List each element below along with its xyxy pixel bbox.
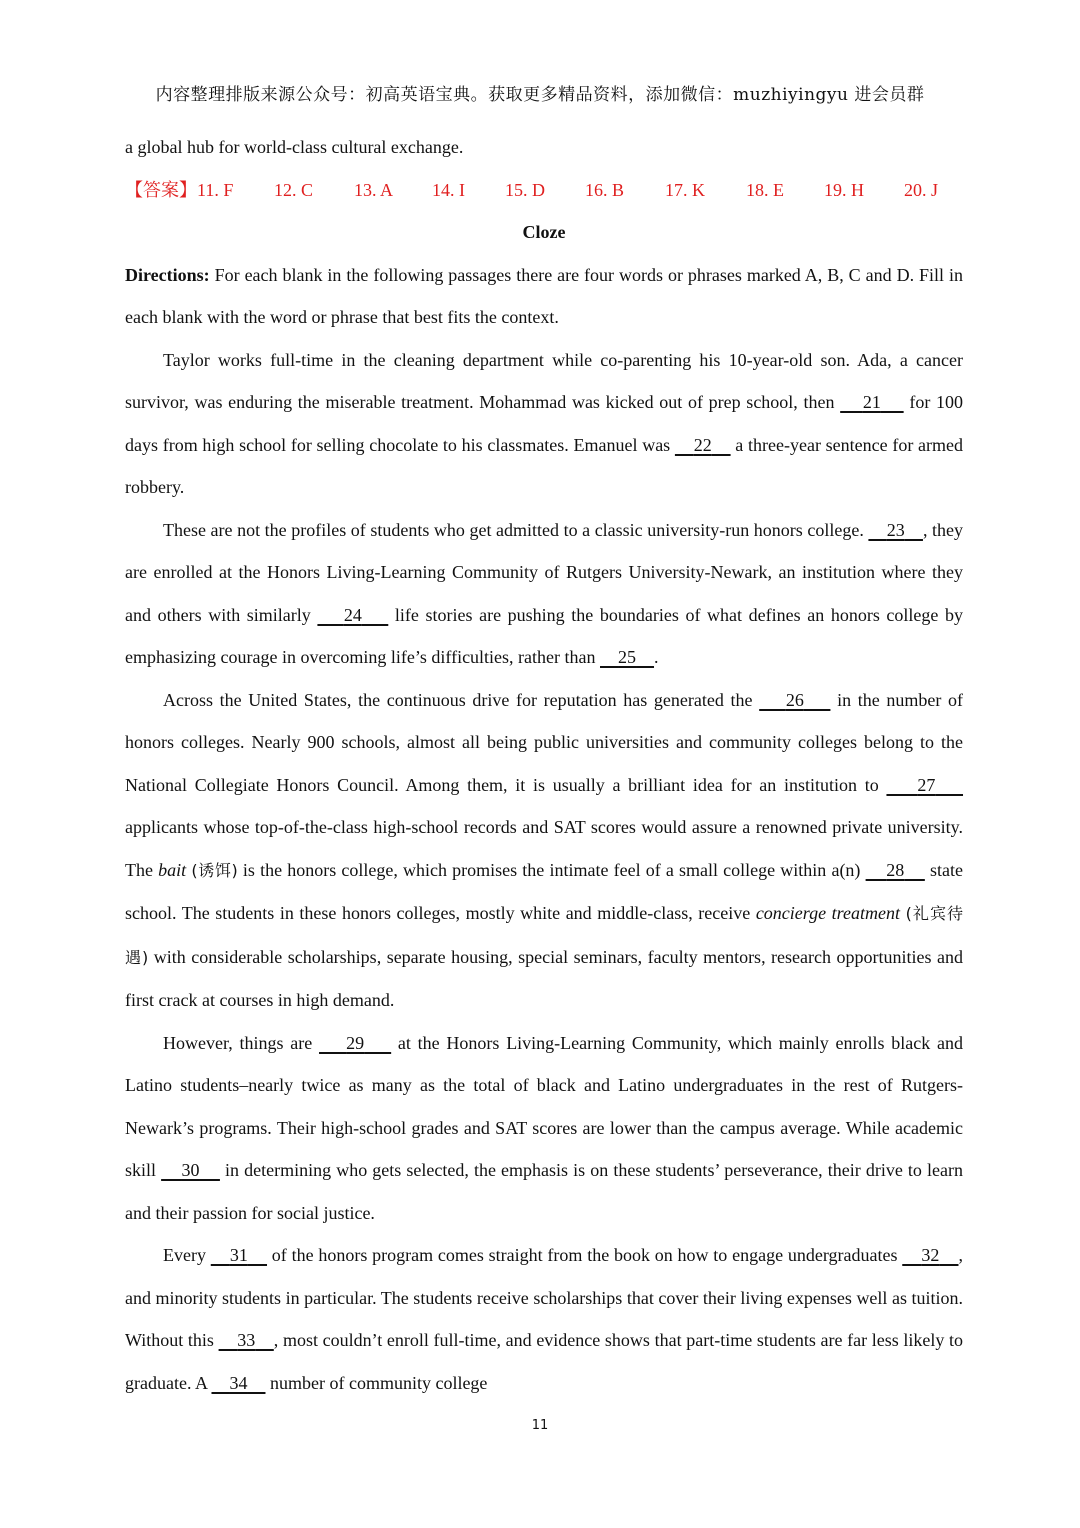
text-run: state school. The students in these honors colleges, mostly white and middle-class, receive xyxy=(125,859,963,923)
directions xyxy=(125,254,963,339)
answer-item: 16. B xyxy=(585,179,625,200)
directions-text: For each blank in the following passages there are four words or phrases marked A, B, C and D. Fill in each blank with the word or phrase that best fits the context. xyxy=(125,264,963,327)
blank-29[interactable]: 29 xyxy=(346,1032,365,1053)
blank-34[interactable]: 34 xyxy=(229,1372,248,1393)
answer-label: 【答案】 xyxy=(125,179,197,200)
answer-item: 15. D xyxy=(505,179,545,200)
blank-30[interactable]: 30 xyxy=(181,1160,200,1180)
text-run: These are not the profiles of students who get admitted to a classic university-run honors college. xyxy=(163,519,869,540)
answer-key xyxy=(125,169,963,212)
directions-label: Directions: xyxy=(125,264,210,285)
blank-21[interactable]: 21 xyxy=(862,392,881,412)
text-run: applicants whose top-of-the-class high-school records and SAT scores would assure a renowned private university. The xyxy=(125,817,963,880)
blank-23[interactable]: 23 xyxy=(886,519,905,540)
text-run: Across the United States, the continuous drive for reputation has generated the xyxy=(163,689,760,710)
text-run: life stories are pushing the boundaries of what defines an honors college by emphasizing courage in overcoming life’s difficulties, rather than xyxy=(125,604,964,667)
blank-28[interactable]: 28 xyxy=(886,859,905,880)
paragraph-3 xyxy=(125,679,963,1022)
answer-item: 11. F xyxy=(197,179,234,200)
text-run: in determining who gets selected, the emphasis is on these students’ perseverance, their drive to learn and their passion for social justice. xyxy=(125,1160,963,1223)
blank-33[interactable]: 33 xyxy=(237,1330,256,1350)
text-run: number of community college xyxy=(265,1372,488,1393)
intro-line: a global hub for world-class cultural exchange. xyxy=(125,137,464,157)
text-run: of the honors program comes straight from the book on how to engage undergraduates xyxy=(267,1245,903,1265)
chinese-gloss: (礼宾待遇) xyxy=(125,904,964,967)
text-run: a three-year sentence for armed robbery. xyxy=(125,434,964,497)
text-run: , and minority students in particular. The students receive scholarships that cover their living expenses well as tuition. Without this xyxy=(125,1245,963,1350)
paragraph-1 xyxy=(125,339,963,509)
text-run: in the number of honors colleges. Nearly 900 schools, almost all being public universities and community colleges belong to the National Collegiate Honors Council. Among them, it is usually a brilliant idea for an institution to xyxy=(125,689,964,795)
answer-item: 20. J xyxy=(904,179,939,200)
answer-item: 12. C xyxy=(274,179,314,200)
text-run: . xyxy=(654,647,659,667)
text-run: with considerable scholarships, separate housing, special seminars, faculty mentors, research opportunities and first crack at courses in high demand. xyxy=(125,946,963,1010)
blank-22[interactable]: 22 xyxy=(693,434,712,455)
section-title: Cloze xyxy=(522,222,566,242)
term-concierge-treatment: concierge treatment xyxy=(755,903,900,923)
text-run: Every xyxy=(163,1245,211,1265)
text-run: , most couldn’t enroll full-time, and evidence shows that part-time students are far less likely to graduate. A xyxy=(125,1330,964,1393)
blank-31[interactable]: 31 xyxy=(229,1245,248,1265)
answer-item: 18. E xyxy=(746,179,784,200)
blank-26[interactable]: 26 xyxy=(785,689,804,710)
text-run: for 100 days from high school for selling chocolate to his classmates. Emanuel was xyxy=(125,392,963,455)
paragraph-5 xyxy=(125,1234,963,1404)
text-run: Taylor works full-time in the cleaning department while co-parenting his 10-year-old son. Ada, a cancer survivor, was enduring the miserable treatment. Mohammad was kicked out of prep school, then xyxy=(125,349,963,412)
paragraph-4 xyxy=(125,1022,963,1235)
text-run: is the honors college, which promises the intimate feel of a small college within a(n) xyxy=(237,859,866,880)
page-number: 11 xyxy=(531,1418,549,1433)
document-body xyxy=(125,0,963,1404)
blank-24[interactable]: 24 xyxy=(343,604,362,625)
blank-32[interactable]: 32 xyxy=(921,1245,940,1265)
answer-item: 14. I xyxy=(432,179,465,200)
answer-item: 17. K xyxy=(665,179,705,200)
chinese-gloss: (诱饵) xyxy=(191,860,238,880)
blank-25[interactable]: 25 xyxy=(618,647,637,667)
blank-27[interactable]: 27 xyxy=(917,774,936,795)
text-run: , they are enrolled at the Honors Living-Learning Community of Rutgers University-Newark, an institution where they and others with similarly xyxy=(125,519,964,625)
paragraph-2 xyxy=(125,509,963,679)
page-header: 内容整理排版来源公众号：初高英语宝典。获取更多精品资料，添加微信：muzhiyingyu 进会员群 xyxy=(155,85,925,105)
term-bait: bait xyxy=(158,859,187,880)
answer-item: 19. H xyxy=(824,179,864,200)
answer-item: 13. A xyxy=(354,179,394,200)
text-run: However, things are xyxy=(163,1032,320,1053)
text-run: at the Honors Living-Learning Community, which mainly enrolls black and Latino students–nearly twice as many as the total of black and Latino undergraduates in the rest of Rutgers-Newark’s programs. Their high-school grades and SAT scores are lower than the campus average. While academic skill xyxy=(125,1032,964,1180)
